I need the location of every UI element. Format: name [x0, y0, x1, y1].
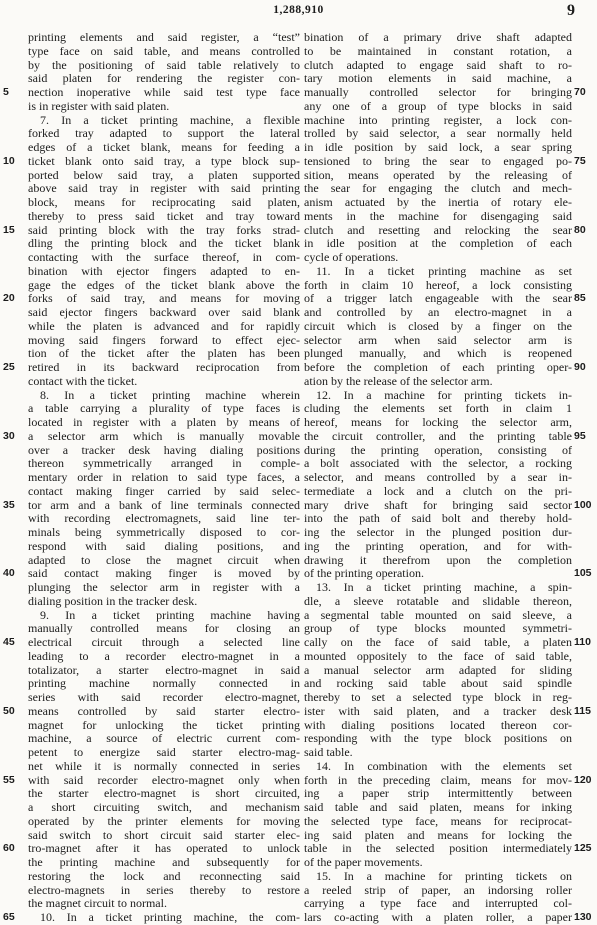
text-line: minals being symmetrically disposed to cor-: [28, 526, 300, 539]
text-line: ing a paper strip intermittently between: [304, 787, 572, 801]
text-line: termediate a lock and a clutch on the pri-: [304, 484, 572, 498]
text-line: said ejector fingers backward over said blank: [28, 306, 300, 319]
line-number-marker: 50: [3, 704, 15, 717]
text-line: and rocking said table about said spindle: [304, 677, 572, 691]
text-line: tensioned to bring the sear to engaged po-: [304, 154, 572, 168]
text-line: operated by the printer elements for moving: [28, 814, 300, 828]
text-line: carrying a type face and interrupted col-: [304, 897, 572, 911]
text-line: plunged manually, and which is reopened: [304, 347, 572, 361]
text-line: electro-magnets in series thereby to restore: [28, 883, 300, 897]
text-line: drawing it therefrom upon the completion: [304, 553, 572, 567]
text-line: ing the selector in the plunged position dur-: [304, 526, 572, 539]
text-line: into the path of said bolt and thereby hold-: [304, 512, 572, 526]
text-line: electrical circuit through a selected line: [28, 636, 300, 649]
text-line: edges of a ticket blank, means for feeding a: [28, 141, 300, 154]
text-line: 8. In a ticket printing machine wherein: [40, 388, 300, 402]
line-number-marker: 105: [574, 567, 592, 580]
text-line: ation by the release of the selector arm.: [304, 374, 493, 388]
text-line: leading to a recorder electro-magnet in a: [28, 649, 300, 663]
text-line: block, means for reciprocating said platen,: [28, 196, 300, 209]
text-line: manually controlled means for closing an: [28, 622, 300, 636]
text-line: ticket blank onto said tray, a type block sup-: [28, 154, 300, 168]
text-line: with dialing positions located thereon cor-: [304, 718, 572, 732]
text-line: type face on said table, and means controlled: [28, 44, 300, 58]
text-line: and controlled by an electro-magnet in a: [304, 306, 572, 319]
text-line: any one of a group of type blocks in said: [304, 99, 572, 113]
text-line: before the completion of each printing oper-: [304, 361, 572, 374]
text-line: cycle of operations.: [304, 251, 399, 264]
text-line: 9. In a ticket printing machine having: [40, 608, 300, 622]
text-line: 13. In a ticket printing machine, a spin-: [316, 581, 572, 594]
text-line: a bolt associated with the selector, a rocking: [304, 457, 572, 471]
text-line: ing said platen and means for locking the: [304, 828, 572, 842]
text-line: said platen for rendering the register con-: [28, 72, 300, 86]
text-line: totalizator, a starter electro-magnet in said: [28, 663, 300, 677]
text-line: with recording electromagnets, said line ter-: [28, 512, 300, 526]
text-line: cally on the face of said table, a platen: [304, 636, 572, 649]
line-number-marker: 75: [574, 154, 586, 167]
text-line: ister with said platen, and a tracker desk: [304, 704, 572, 718]
text-line: said contact making finger is moved by: [28, 567, 300, 581]
right-text-column: [304, 31, 572, 924]
line-number-marker: 95: [574, 429, 586, 442]
text-line: said table.: [304, 746, 353, 759]
text-line: means controlled by said starter electro-: [28, 704, 300, 718]
text-line: nection inoperative while said test type face: [28, 86, 300, 99]
text-line: 7. In a ticket printing machine, a flexible: [40, 113, 300, 127]
text-line: the starter electro-magnet is short circuited,: [28, 787, 300, 801]
text-line: ing the printing operation, and for with-: [304, 539, 572, 553]
text-line: the printing machine and subsequently for: [28, 856, 300, 869]
text-line: plunging the selector arm in register with a: [28, 581, 300, 594]
text-line: located in register with a platen by means of: [28, 416, 300, 429]
text-line: petent to energize said starter electro-mag-: [28, 746, 300, 759]
text-line: responding with the type block positions on: [304, 732, 572, 746]
text-line: a segmental table mounted on said sleeve, a: [304, 608, 572, 622]
line-number-marker: 45: [3, 636, 15, 648]
text-line: a selector arm which is manually movable: [28, 429, 300, 443]
text-line: thereon symmetrically arranged in comple-: [28, 457, 300, 471]
text-line: trolled by said selector, a sear normally held: [304, 127, 572, 141]
text-line: over a tracker desk having dialing positions: [28, 443, 300, 457]
text-line: mary drive shaft for bringing said sector: [304, 498, 572, 512]
text-line: printing elements and said register, a “test”: [28, 31, 300, 44]
text-line: machine, a source of electric current com-: [28, 732, 300, 746]
text-line: ments in the machine for disengaging said: [304, 209, 572, 223]
line-number-marker: 125: [574, 842, 592, 855]
text-line: respond with said dialing positions, and: [28, 539, 300, 553]
line-number-marker: 20: [3, 292, 15, 305]
text-line: group of type blocks mounted symmetri-: [304, 622, 572, 636]
text-line: with said recorder electro-magnet only when: [28, 773, 300, 787]
text-line: in idle position by said lock, a sear spring: [304, 141, 572, 154]
text-line: series with said recorder electro-magnet,: [28, 691, 300, 704]
text-line: contact with the ticket.: [28, 374, 138, 388]
text-line: of the printing operation.: [304, 567, 424, 581]
text-line: thereby to press said ticket and tray toward: [28, 209, 300, 223]
text-line: is in register with said platen.: [28, 99, 170, 113]
page-header: [0, 4, 597, 20]
text-line: by the positioning of said table relatively to: [28, 58, 300, 72]
text-line: manually controlled selector for bringing: [304, 86, 572, 99]
line-number-marker: 100: [574, 498, 592, 511]
text-line: while the platen is advanced and for rapidly: [28, 319, 300, 333]
text-line: retired in its backward reciprocation from: [28, 361, 300, 374]
line-number-marker: 90: [574, 361, 586, 373]
line-number-marker: 65: [3, 911, 15, 923]
text-line: above said tray in register with said printing: [28, 182, 300, 196]
text-line: the magnet circuit to normal.: [28, 897, 167, 911]
text-line: cluding the elements set forth in claim 1: [304, 402, 572, 416]
line-number-marker: 115: [574, 704, 591, 717]
text-line: 15. In a machine for printing tickets on: [316, 869, 572, 883]
line-number-marker: 70: [574, 86, 586, 98]
line-number-marker: 130: [574, 911, 592, 923]
text-line: a table carrying a plurality of type faces is: [28, 402, 300, 416]
line-number-marker: 35: [3, 498, 15, 511]
text-line: tor arm and a bank of line terminals connected: [28, 498, 300, 512]
text-line: during the printing operation, consisting of: [304, 443, 572, 457]
text-line: ported below said tray, a platen supported: [28, 168, 300, 182]
line-number-marker: 25: [3, 361, 15, 373]
line-number-marker: 40: [3, 567, 15, 580]
line-number-marker: 55: [3, 773, 15, 786]
text-line: 14. In combination with the elements set: [316, 759, 572, 773]
text-line: hereof, means for locking the selector arm,: [304, 416, 572, 429]
text-line: said printing block with the tray forks strad-: [28, 223, 300, 237]
page-number: 9: [567, 2, 575, 19]
text-line: machine into printing register, a lock con-: [304, 113, 572, 127]
text-line: 12. In a machine for printing tickets in-: [316, 388, 572, 402]
text-line: 11. In a ticket printing machine as set: [316, 264, 572, 278]
line-number-marker: 120: [574, 773, 592, 786]
text-line: a reeled strip of paper, an indorsing roller: [304, 883, 572, 897]
text-line: to be maintained in constant rotation, a: [304, 44, 572, 58]
text-line: gage the edges of the ticket blank above the: [28, 278, 300, 292]
text-line: sition, means operated by the releasing of: [304, 168, 572, 182]
text-line: the sear for engaging the clutch and mech-: [304, 182, 572, 196]
text-line: the circuit controller, and the printing table: [304, 429, 572, 443]
text-line: net while it is normally connected in series: [28, 759, 300, 773]
text-line: said table and said platen, means for inking: [304, 801, 572, 814]
text-line: circuit which is closed by a finger on the: [304, 319, 572, 333]
text-line: in idle position at the completion of each: [304, 237, 572, 251]
text-line: a manual selector arm adapted for sliding: [304, 663, 572, 677]
text-line: 10. In a ticket printing machine, the com-: [40, 911, 300, 924]
text-line: dling the printing block and the ticket blank: [28, 237, 300, 251]
text-line: magnet for unlocking the ticket printing: [28, 718, 300, 732]
text-line: forth in the preceding claim, means for mov-: [304, 773, 572, 787]
text-line: the selected type face, means for reciprocat-: [304, 814, 572, 828]
text-line: forks of said tray, and means for moving: [28, 292, 300, 306]
text-line: of the paper movements.: [304, 856, 423, 869]
text-line: anism actuated by the inertia of rotary ele-: [304, 196, 572, 209]
line-number-marker: 85: [574, 292, 586, 305]
text-line: said switch to short circuit said starter elec-: [28, 828, 300, 842]
text-line: bination of a primary drive shaft adapted: [304, 31, 572, 44]
text-line: tion of the ticket after the platen has been: [28, 347, 300, 361]
text-line: a short circuiting switch, and mechanism: [28, 801, 300, 814]
text-line: selector arm when said selector arm is: [304, 333, 572, 347]
text-line: moving said fingers forward to effect ejec-: [28, 333, 300, 347]
text-line: mentary order in relation to said type faces, a: [28, 471, 300, 484]
text-line: forked tray adapted to support the lateral: [28, 127, 300, 141]
text-line: dialing position in the tracker desk.: [28, 594, 198, 608]
line-number-marker: 30: [3, 429, 15, 442]
text-line: clutch adapted to engage said shaft to ro-: [304, 58, 572, 72]
text-line: bination with ejector fingers adapted to en-: [28, 264, 300, 278]
text-line: dle, a sleeve rotatable and slidable thereon,: [304, 594, 572, 608]
text-line: contacting with the surface thereof, in com-: [28, 251, 300, 264]
line-number-marker: 60: [3, 842, 15, 855]
text-line: forth in claim 10 hereof, a lock consisting: [304, 278, 572, 292]
text-line: lars co-acting with a platen roller, a paper: [304, 911, 572, 924]
line-number-marker: 110: [574, 636, 591, 648]
text-line: table in the selected position intermediately: [304, 842, 572, 856]
text-line: of a trigger latch engageable with the sear: [304, 292, 572, 306]
text-line: thereby to set a selected type block in reg-: [304, 691, 572, 704]
text-line: printing machine normally connected in: [28, 677, 300, 691]
left-text-column: [28, 31, 300, 924]
text-line: mounted oppositely to the face of said table,: [304, 649, 572, 663]
line-number-marker: 5: [3, 86, 9, 98]
text-line: tro-magnet after it has operated to unlock: [28, 842, 300, 856]
text-line: clutch and resetting and relocking the sear: [304, 223, 572, 237]
text-line: restoring the lock and reconnecting said: [28, 869, 300, 883]
line-number-marker: 15: [3, 223, 15, 236]
text-line: adapted to close the magnet circuit when: [28, 553, 300, 567]
line-number-marker: 10: [3, 154, 15, 167]
line-number-marker: 80: [574, 223, 586, 236]
patent-number: 1,288,910: [273, 4, 324, 16]
text-line: selector, and means controlled by a sear in-: [304, 471, 572, 484]
text-line: tary motion elements in said machine, a: [304, 72, 572, 86]
text-line: contact making finger carried by said selec-: [28, 484, 300, 498]
